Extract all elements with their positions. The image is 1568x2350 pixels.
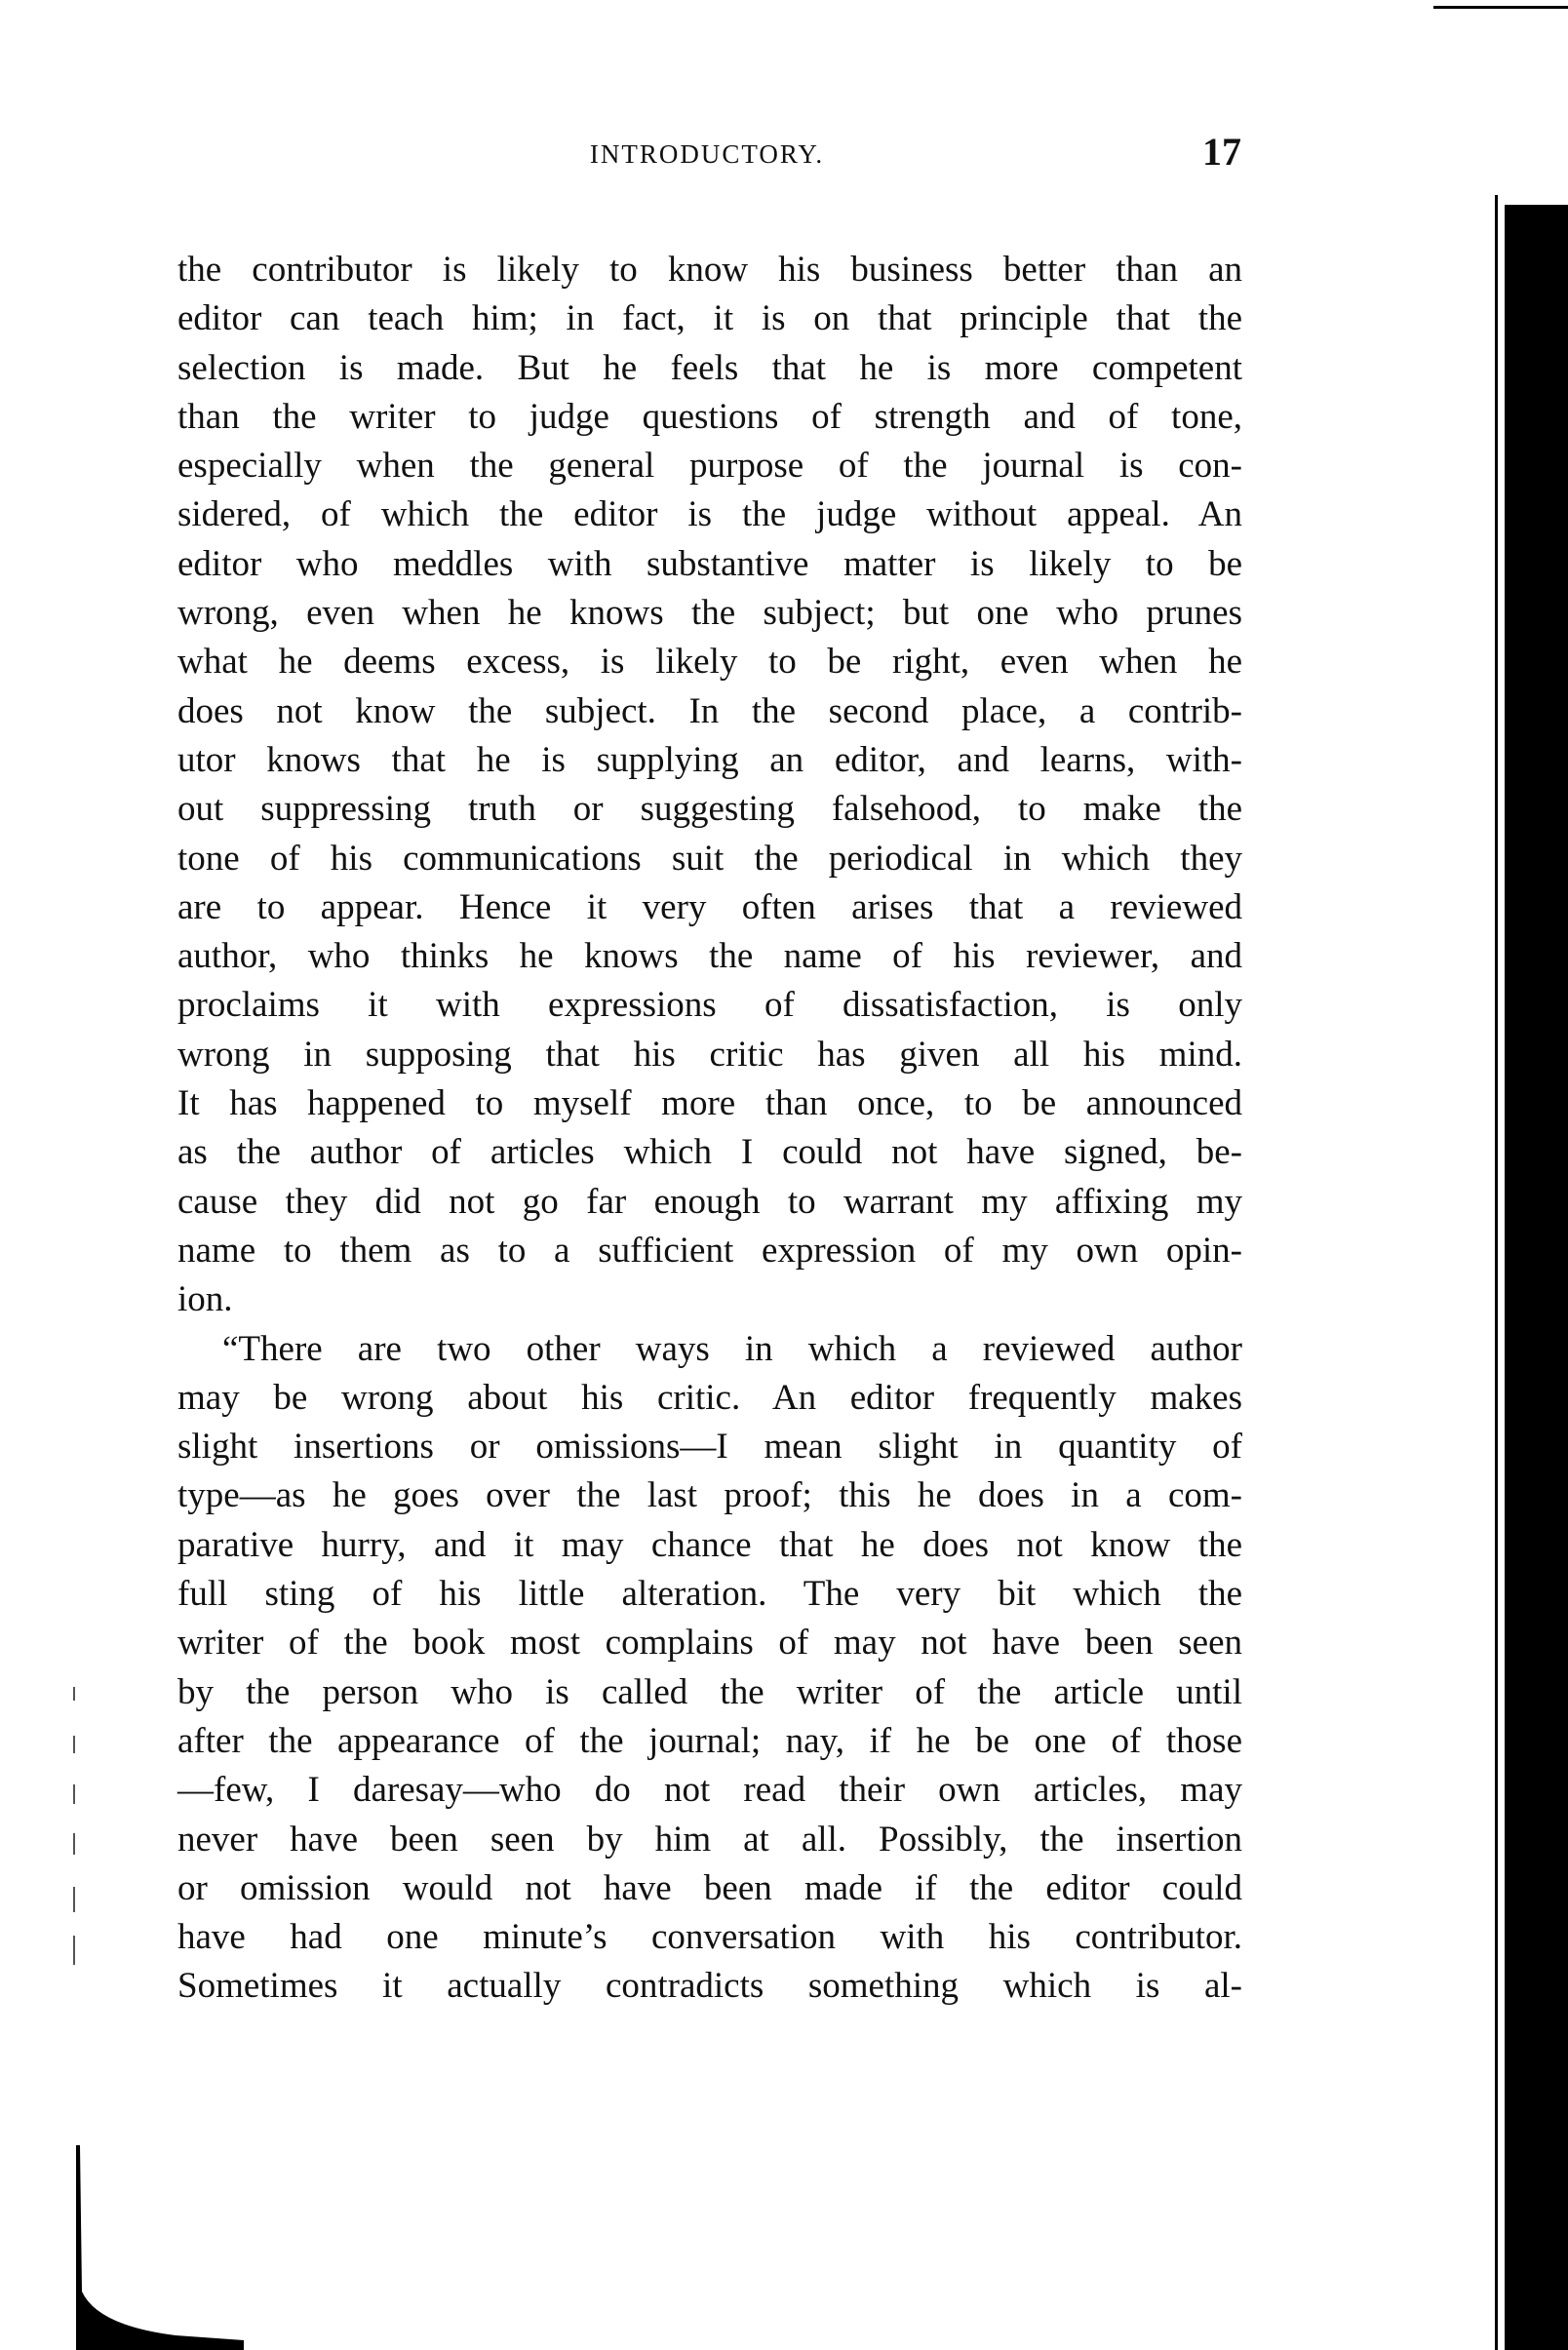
text-line: or omission would not have been made if the editor could <box>177 1867 1242 1908</box>
body-text <box>177 246 1242 2012</box>
text-line: editor who meddles with substantive matter is likely to be <box>177 543 1242 584</box>
text-line: author, who thinks he knows the name of his reviewer, and <box>177 936 1242 977</box>
text-line: have had one minute’s conversation with his contributor. <box>177 1917 1242 1958</box>
text-line: by the person who is called the writer of the article until <box>177 1671 1242 1712</box>
scan-edge-right-shadow <box>1505 205 1568 2350</box>
scan-edge-top <box>1433 6 1568 9</box>
scan-edge-bottom-left <box>68 2145 244 2350</box>
page-number: 17 <box>1202 130 1241 174</box>
text-line: than the writer to judge questions of strength and of tone, <box>177 396 1242 437</box>
text-line: type—as he goes over the last proof; this he does in a com- <box>177 1475 1242 1516</box>
text-line: does not know the subject. In the second place, a contrib- <box>177 690 1242 731</box>
text-line: sidered, of which the editor is the judge without appeal. An <box>177 494 1242 535</box>
text-line: It has happened to myself more than once, to be announced <box>177 1083 1242 1124</box>
text-line: “There are two other ways in which a reviewed author <box>222 1328 1242 1369</box>
text-line: —few, I daresay—who do not read their own articles, may <box>177 1770 1242 1811</box>
text-line: writer of the book most complains of may not have been seen <box>177 1623 1242 1664</box>
text-line: name to them as to a sufficient expression of my own opin- <box>177 1230 1242 1271</box>
text-line: the contributor is likely to know his business better than an <box>177 250 1242 290</box>
text-line: proclaims it with expressions of dissatisfaction, is only <box>177 985 1242 1026</box>
text-line: as the author of articles which I could not have signed, be- <box>177 1132 1242 1173</box>
text-line: slight insertions or omissions—I mean slight in quantity of <box>177 1427 1242 1468</box>
text-line: after the appearance of the journal; nay, if he be one of those <box>177 1720 1242 1761</box>
text-line: Sometimes it actually contradicts something which is al- <box>177 1966 1242 2007</box>
running-title: INTRODUCTORY. <box>589 139 825 169</box>
text-line: parative hurry, and it may chance that he does not know the <box>177 1524 1242 1565</box>
text-line: never have been seen by him at all. Possibly, the insertion <box>177 1819 1242 1860</box>
text-line: utor knows that he is supplying an editor, and learns, with- <box>177 739 1242 780</box>
text-line: full sting of his little alteration. The very bit which the <box>177 1574 1242 1615</box>
text-line: editor can teach him; in fact, it is on that principle that the <box>177 298 1242 339</box>
text-line: out suppressing truth or suggesting falsehood, to make the <box>177 789 1242 830</box>
text-line: selection is made. But he feels that he is more competent <box>177 347 1242 388</box>
text-line: what he deems excess, is likely to be right, even when he <box>177 642 1242 683</box>
text-line: especially when the general purpose of the journal is con- <box>177 446 1242 487</box>
text-line: tone of his communications suit the periodical in which they <box>177 838 1242 879</box>
scan-margin-marks <box>72 1687 76 1970</box>
text-line: cause they did not go far enough to warrant my affixing my <box>177 1181 1242 1222</box>
text-line: wrong in supposing that his critic has given all his mind. <box>177 1034 1242 1075</box>
text-line: may be wrong about his critic. An editor frequently makes <box>177 1377 1242 1418</box>
text-line: wrong, even when he knows the subject; but one who prunes <box>177 593 1242 634</box>
text-line: are to appear. Hence it very often arises that a reviewed <box>177 886 1242 927</box>
text-line: ion. <box>177 1279 233 1320</box>
scan-edge-right-line <box>1495 195 1498 2350</box>
